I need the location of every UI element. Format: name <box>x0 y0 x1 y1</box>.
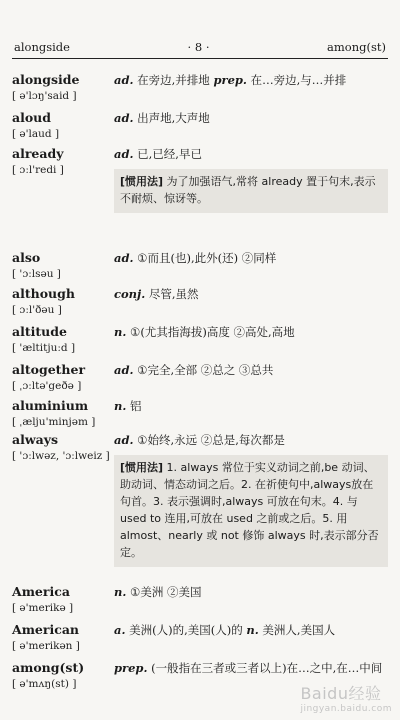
definition-text: (一般指在三者或三者以上)在…之中,在…中间 <box>147 661 383 675</box>
definition-text: 铝 <box>126 399 142 413</box>
baidu-watermark <box>300 681 392 714</box>
headword: altitude <box>12 324 67 339</box>
phonetic: [ ə'merikə ] <box>12 602 74 614</box>
definition-text: 美洲人,美国人 <box>258 623 336 637</box>
definition-text: ①始终,永远 ②总是,每次都是 <box>133 433 285 447</box>
page-header <box>14 40 386 54</box>
definition-text: ①完全,全部 ②总之 ③总共 <box>133 363 274 377</box>
definition-text: 出声地,大声地 <box>133 111 210 125</box>
phonetic: [ ə'mʌŋ(st) ] <box>12 678 77 690</box>
usage-note <box>114 169 388 213</box>
usage-note-tag: [惯用法] <box>120 175 164 188</box>
part-of-speech: n. <box>114 399 127 413</box>
part-of-speech: conj. <box>114 287 146 301</box>
headword: although <box>12 286 75 301</box>
part-of-speech: n. <box>114 325 127 339</box>
usage-note <box>114 455 388 567</box>
headword: alongside <box>12 72 80 87</box>
usage-note-text: 1. always 常位于实义动词之前,be 动词、助动词、情态动词之后。2. 在祈使句中,always放在句首。3. 表示强调时,always 可放在句末。4. 与 used to 连用,可放在 used 之前或之后。5. 用 almost、nearly 或 not 修饰 always 时,表示部分否定。 <box>120 461 379 559</box>
part-of-speech: ad. <box>114 251 134 265</box>
definition <box>114 432 388 584</box>
headword: aloud <box>12 110 52 125</box>
entry-already <box>12 146 388 250</box>
phonetic: [ 'ɔːlwəz, 'ɔːlweiz ] <box>12 450 110 462</box>
definition <box>114 584 388 622</box>
phonetic: [ 'ɔːlsəu ] <box>12 268 61 280</box>
part-of-speech: ad. <box>114 147 134 161</box>
watermark-url: jingyan.baidu.com <box>300 704 392 714</box>
entry-american <box>12 622 388 660</box>
usage-note-text: 为了加强语气,常将 already 置于句末,表示不耐烦、惊讶等。 <box>120 175 376 205</box>
part-of-speech: prep. <box>114 661 148 675</box>
phonetic: [ ˌɔːltə'geðə ] <box>12 380 82 392</box>
phonetic: [ 'æltitjuːd ] <box>12 342 76 354</box>
part-of-speech: n. <box>246 623 259 637</box>
definition <box>114 286 388 324</box>
headword: also <box>12 250 41 265</box>
entry-also <box>12 250 388 286</box>
headword: America <box>12 584 70 599</box>
definition <box>114 622 388 660</box>
definition <box>114 362 388 398</box>
definition <box>114 146 388 250</box>
entry-although <box>12 286 388 324</box>
part-of-speech: ad. <box>114 433 134 447</box>
entry-always <box>12 432 388 584</box>
entry-america <box>12 584 388 622</box>
headword: among(st) <box>12 660 85 675</box>
headword: aluminium <box>12 398 89 413</box>
headword: American <box>12 622 80 637</box>
definition-text: ①(尤其指海拔)高度 ②高处,高地 <box>126 325 295 339</box>
header-right-guide-word: among(st) <box>327 40 386 54</box>
part-of-speech: prep. <box>213 73 247 87</box>
phonetic: [ ə'laud ] <box>12 128 60 140</box>
entry-alongside <box>12 72 388 110</box>
part-of-speech: ad. <box>114 363 134 377</box>
definition-text: 美洲(人)的,美国(人)的 <box>125 623 247 637</box>
definition <box>114 398 388 432</box>
part-of-speech: ad. <box>114 111 134 125</box>
page-number: · 8 · <box>187 40 210 54</box>
phonetic: [ ɔːl'ðəu ] <box>12 304 62 316</box>
definition-text: ①美洲 ②美国 <box>126 585 202 599</box>
phonetic: [ ˌælju'minjəm ] <box>12 416 96 428</box>
headword: always <box>12 432 59 447</box>
definition-text: 在…旁边,与…并排 <box>246 73 347 87</box>
entry-aluminium <box>12 398 388 432</box>
entry-aloud <box>12 110 388 146</box>
part-of-speech: n. <box>114 585 127 599</box>
definition <box>114 72 388 110</box>
phonetic: [ ɔːl'redi ] <box>12 164 64 176</box>
definition <box>114 324 388 362</box>
definition-text: ①而且(也),此外(还) ②同样 <box>133 251 277 265</box>
header-left-guide-word: alongside <box>14 40 70 54</box>
definition-text: 已,已经,早已 <box>133 147 202 161</box>
usage-note-tag: [惯用法] <box>120 461 164 474</box>
phonetic: [ ə'merikən ] <box>12 640 80 652</box>
headword: already <box>12 146 64 161</box>
phonetic: [ ə'lɔŋ'said ] <box>12 90 77 102</box>
headword: altogether <box>12 362 86 377</box>
entry-altogether <box>12 362 388 398</box>
definition-text: 尽管,虽然 <box>145 287 199 301</box>
definition-text: 在旁边,并排地 <box>133 73 214 87</box>
watermark-logo-text: Baidu经验 <box>300 684 382 703</box>
definition <box>114 250 388 286</box>
entry-altitude <box>12 324 388 362</box>
part-of-speech: ad. <box>114 73 134 87</box>
part-of-speech: a. <box>114 623 126 637</box>
definition <box>114 110 388 146</box>
entry-list <box>12 72 388 700</box>
header-rule <box>12 58 388 59</box>
